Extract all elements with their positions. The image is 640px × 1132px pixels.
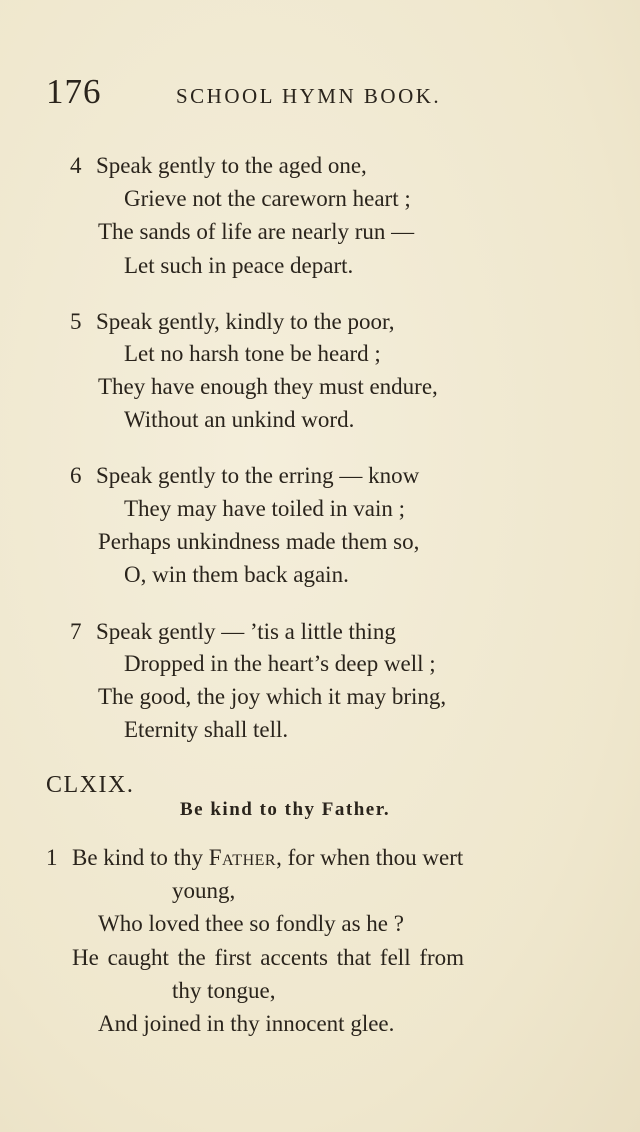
stanza-line: Without an unkind word. bbox=[124, 407, 355, 432]
stanza-line: Grieve not the careworn heart ; bbox=[124, 186, 411, 211]
stanza-line: The good, the joy which it may bring, bbox=[98, 684, 447, 709]
stanza-line: 7 Speak gently — ’tis a little thing bbox=[70, 619, 396, 644]
stanza-line: 1 Be kind to thy Father, for when thou wert bbox=[46, 845, 464, 870]
page-header bbox=[46, 74, 606, 114]
stanza-line: Eternity shall tell. bbox=[124, 717, 289, 742]
verse-number: 5 bbox=[70, 309, 82, 334]
running-title: SCHOOL HYMN BOOK. bbox=[176, 84, 442, 108]
stanza-line: Let such in peace depart. bbox=[124, 253, 354, 278]
verse-number: 4 bbox=[70, 153, 82, 178]
stanza-line: 6 Speak gently to the erring — know bbox=[70, 463, 420, 488]
stanza-line: He caught the first accents that fell from bbox=[72, 945, 465, 970]
page-number: 176 bbox=[46, 72, 102, 111]
hymn-number: CLXIX. bbox=[46, 772, 135, 798]
stanza-line: Let no harsh tone be heard ; bbox=[124, 341, 381, 366]
stanza-line: Who loved thee so fondly as he ? bbox=[98, 911, 404, 936]
stanza-line: 4 Speak gently to the aged one, bbox=[70, 153, 367, 178]
stanza-line: They have enough they must endure, bbox=[98, 374, 438, 399]
stanza-line: The sands of life are nearly run — bbox=[98, 219, 415, 244]
stanza-line: Perhaps unkindness made them so, bbox=[98, 529, 420, 554]
stanza-line: They may have toiled in vain ; bbox=[124, 496, 406, 521]
stanza-line: And joined in thy innocent glee. bbox=[98, 1011, 395, 1036]
verse-number: 1 bbox=[46, 845, 58, 870]
stanza-line: 5 Speak gently, kindly to the poor, bbox=[70, 309, 395, 334]
verse-number: 7 bbox=[70, 619, 82, 644]
stanza-line: young, bbox=[172, 878, 236, 903]
verse-number: 6 bbox=[70, 463, 82, 488]
hymn-title: Be kind to thy Father. bbox=[180, 799, 391, 820]
stanza-line: O, win them back again. bbox=[124, 562, 349, 587]
stanza-line: Dropped in the heart’s deep well ; bbox=[124, 651, 436, 676]
stanza-line: thy tongue, bbox=[172, 978, 276, 1003]
